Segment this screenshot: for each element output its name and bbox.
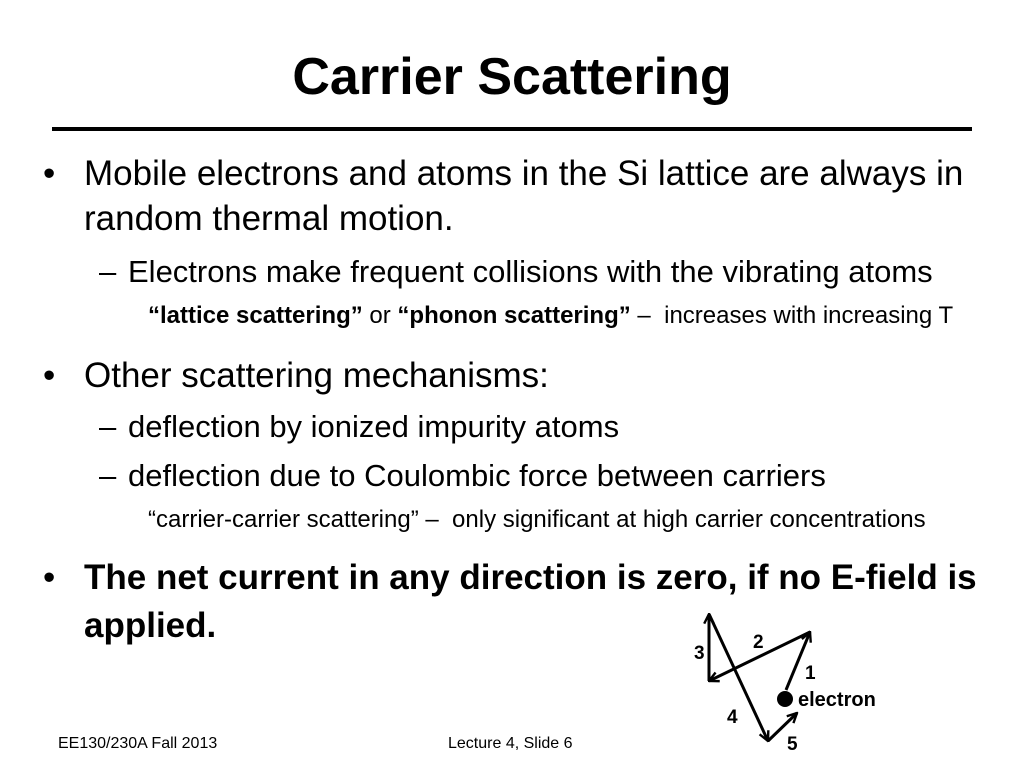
electron-label: electron (798, 689, 876, 711)
sub-bullet-marker: – (99, 254, 117, 289)
bullet-3-line-2: applied. (84, 606, 217, 645)
bullet-1-note (148, 304, 953, 328)
segment-label-4: 4 (727, 707, 738, 728)
note-connector: or (362, 302, 398, 329)
note-term-lattice-scattering: “lattice scattering” (148, 302, 363, 329)
footer-slide-number: Lecture 4, Slide 6 (448, 735, 573, 752)
segment-label-1: 1 (805, 663, 816, 684)
bullet-1-sub-1: Electrons make frequent collisions with the vibrating atoms (128, 254, 933, 289)
bullet-3-line-1: The net current in any direction is zero, if no E-field is (84, 558, 977, 597)
bullet-2-sub-2: deflection due to Coulombic force between carriers (128, 458, 826, 493)
segment-label-2: 2 (753, 632, 764, 653)
note-rest: – increases with increasing T (630, 302, 954, 329)
note-term-phonon-scattering: “phonon scattering” (397, 302, 631, 329)
footer-course: EE130/230A Fall 2013 (58, 735, 218, 752)
title-underline (52, 127, 972, 131)
bullet-2-line-1: Other scattering mechanisms: (84, 356, 549, 395)
bullet-1-line-2: random thermal motion. (84, 199, 454, 238)
bullet-marker: • (43, 356, 56, 395)
bullet-marker: • (43, 154, 56, 193)
bullet-marker: • (43, 558, 56, 597)
segment-label-3: 3 (694, 643, 705, 664)
sub-bullet-marker: – (99, 458, 117, 493)
electron-dot (777, 691, 793, 707)
segment-label-5: 5 (787, 734, 798, 755)
bullet-2-note: “carrier-carrier scattering” – only significant at high carrier concentrations (148, 506, 926, 533)
slide-title: Carrier Scattering (292, 48, 732, 106)
electron-scattering-diagram (680, 600, 900, 760)
bullet-2-sub-1: deflection by ionized impurity atoms (128, 409, 620, 444)
sub-bullet-marker: – (99, 409, 117, 444)
bullet-1-line-1: Mobile electrons and atoms in the Si lattice are always in (84, 154, 964, 193)
